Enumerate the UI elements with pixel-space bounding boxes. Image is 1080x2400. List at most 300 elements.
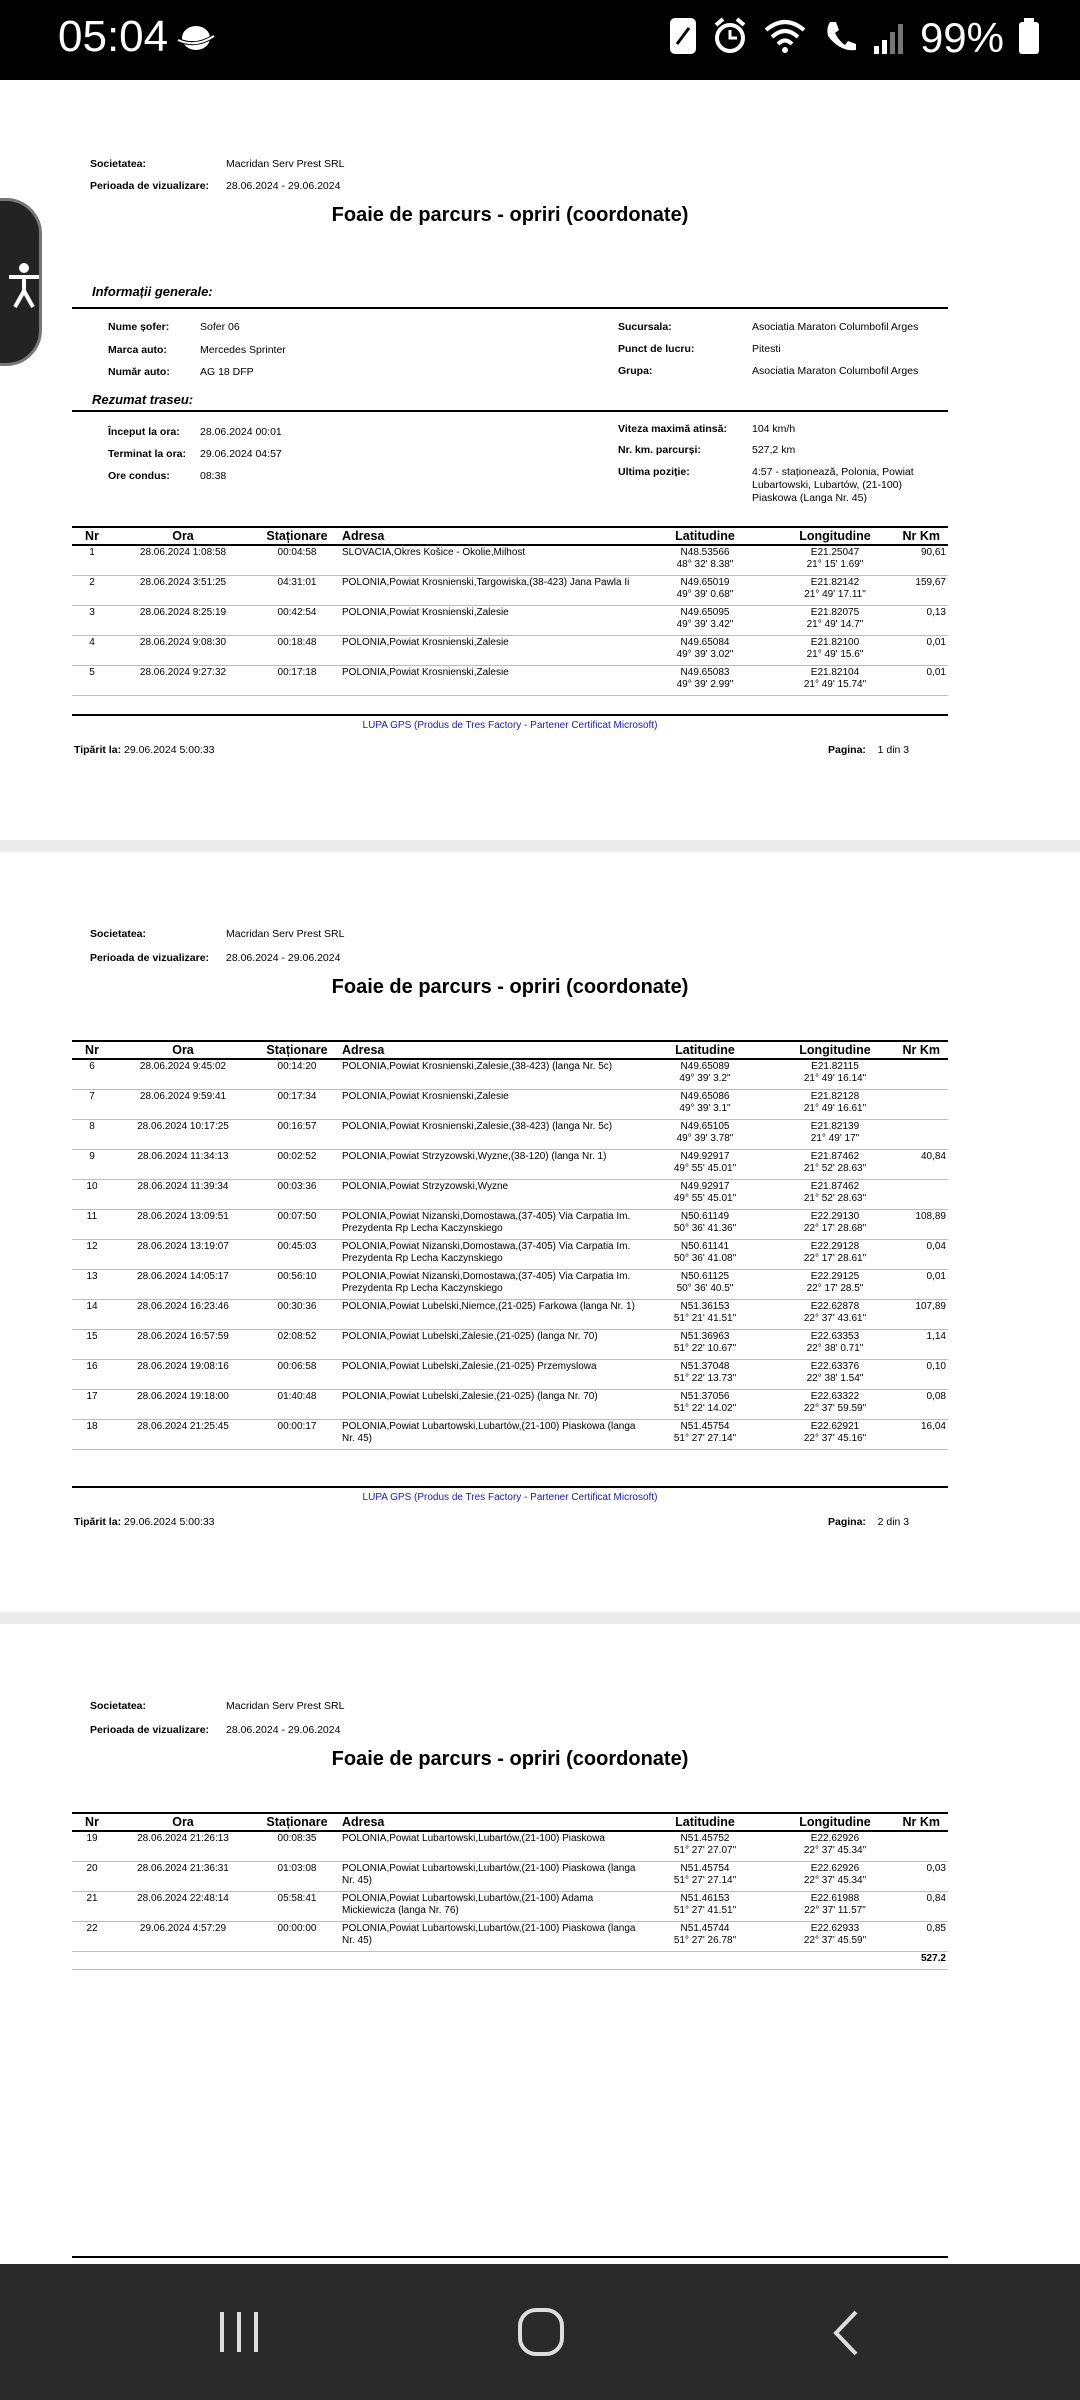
cell-ora: 28.06.2024 16:57:59 bbox=[112, 1329, 254, 1359]
cell-longitudine bbox=[770, 1119, 900, 1149]
cell-stationare: 00:16:57 bbox=[254, 1119, 340, 1149]
cell-longitudine-decimal: E22.62926 bbox=[810, 1862, 860, 1874]
cell-longitudine-decimal: E22.63322 bbox=[810, 1390, 860, 1402]
cell-ora: 28.06.2024 21:26:13 bbox=[112, 1831, 254, 1861]
cell-nr: 19 bbox=[72, 1831, 112, 1861]
cell-ora: 28.06.2024 19:08:16 bbox=[112, 1359, 254, 1389]
cell-latitudine-decimal: N51.45752 bbox=[680, 1833, 730, 1844]
cell-latitudine-dms: 49° 39' 3.02" bbox=[676, 648, 734, 660]
cell-latitudine-dms: 51° 21' 41.51" bbox=[673, 1312, 737, 1324]
cell-latitudine-decimal: N49.65019 bbox=[680, 576, 730, 588]
cell-nr: 11 bbox=[72, 1209, 112, 1239]
cell-adresa: POLONIA,Powiat Lubartowski,Lubartów,(21-100) Piaskowa bbox=[340, 1831, 640, 1861]
table-row bbox=[72, 1269, 948, 1299]
cell-longitudine bbox=[770, 1419, 900, 1449]
total-row bbox=[72, 1951, 948, 1969]
cell-longitudine-decimal: E22.63353 bbox=[810, 1330, 860, 1342]
cell-ora: 28.06.2024 16:23:46 bbox=[112, 1299, 254, 1329]
cell-longitudine bbox=[770, 1269, 900, 1299]
table-row bbox=[72, 1419, 948, 1449]
cell-km: 159,67 bbox=[900, 575, 948, 605]
table-row bbox=[72, 1359, 948, 1389]
cell-longitudine-dms: 21° 49' 15.6" bbox=[806, 648, 864, 660]
cell-stationare: 00:42:54 bbox=[254, 605, 340, 635]
cell-longitudine bbox=[770, 1239, 900, 1269]
cell-longitudine bbox=[770, 1059, 900, 1089]
cell-nr: 16 bbox=[72, 1359, 112, 1389]
cell-adresa: POLONIA,Powiat Krosnienski,Zalesie bbox=[340, 1089, 640, 1119]
stops-table-body bbox=[72, 545, 948, 695]
col-nr: Nr bbox=[72, 527, 112, 545]
drive-hours-label: Ore condus: bbox=[108, 470, 170, 482]
perioada-value: 28.06.2024 - 29.06.2024 bbox=[226, 952, 341, 964]
cell-ora: 29.06.2024 4:57:29 bbox=[112, 1921, 254, 1951]
divider bbox=[72, 1486, 948, 1488]
cell-nr: 10 bbox=[72, 1179, 112, 1209]
cell-longitudine bbox=[770, 1179, 900, 1209]
stops-table bbox=[72, 526, 948, 696]
cell-nr: 13 bbox=[72, 1269, 112, 1299]
cell-ora: 28.06.2024 9:59:41 bbox=[112, 1089, 254, 1119]
cell-latitudine-decimal: N49.65083 bbox=[680, 666, 730, 678]
cell-ora: 28.06.2024 9:27:32 bbox=[112, 665, 254, 695]
cell-stationare: 04:31:01 bbox=[254, 575, 340, 605]
col-longitudine: Longitudine bbox=[770, 1041, 900, 1059]
perioada-label: Perioada de vizualizare: bbox=[90, 180, 210, 192]
cell-nr: 9 bbox=[72, 1149, 112, 1179]
cell-stationare: 02:08:52 bbox=[254, 1329, 340, 1359]
report-page-3 bbox=[0, 1624, 1080, 2264]
cell-longitudine-dms: 22° 37' 45.16" bbox=[803, 1432, 867, 1444]
cell-nr: 14 bbox=[72, 1299, 112, 1329]
cell-km: 0,13 bbox=[900, 605, 948, 635]
cell-longitudine-dms: 22° 38' 0.71" bbox=[806, 1342, 864, 1354]
col-km: Nr Km bbox=[900, 1041, 948, 1059]
status-time: 05:04 bbox=[58, 12, 169, 61]
table-row bbox=[72, 1119, 948, 1149]
cell-ora: 28.06.2024 11:34:13 bbox=[112, 1149, 254, 1179]
cell-nr: 18 bbox=[72, 1419, 112, 1449]
col-nr: Nr bbox=[72, 1813, 112, 1831]
col-nr: Nr bbox=[72, 1041, 112, 1059]
cell-km: 0,01 bbox=[900, 665, 948, 695]
cell-ora: 28.06.2024 13:09:51 bbox=[112, 1209, 254, 1239]
cell-nr: 7 bbox=[72, 1089, 112, 1119]
cell-longitudine-dms: 21° 49' 16.61" bbox=[803, 1102, 867, 1114]
cell-longitudine-decimal: E22.29125 bbox=[810, 1270, 860, 1282]
table-row bbox=[72, 1329, 948, 1359]
cell-latitudine-dms: 51° 27' 41.51" bbox=[673, 1904, 737, 1916]
cell-nr: 17 bbox=[72, 1389, 112, 1419]
nfc-icon bbox=[668, 16, 698, 61]
cell-latitudine bbox=[640, 575, 770, 605]
cell-nr: 8 bbox=[72, 1119, 112, 1149]
cell-latitudine-decimal: N49.65089 bbox=[680, 1061, 730, 1072]
cell-ora: 28.06.2024 13:19:07 bbox=[112, 1239, 254, 1269]
cell-longitudine-decimal: E22.62933 bbox=[810, 1922, 860, 1934]
divider bbox=[72, 307, 948, 309]
cell-km: 0,04 bbox=[900, 1239, 948, 1269]
cell-latitudine bbox=[640, 545, 770, 575]
table-row bbox=[72, 545, 948, 575]
cell-ora: 28.06.2024 3:51:25 bbox=[112, 575, 254, 605]
stops-table bbox=[72, 1040, 948, 1450]
cell-longitudine bbox=[770, 575, 900, 605]
table-row bbox=[72, 1179, 948, 1209]
cell-adresa: SLOVACIA,Okres Košice - Okolie,Milhost bbox=[340, 545, 640, 575]
table-row bbox=[72, 1149, 948, 1179]
cell-nr: 22 bbox=[72, 1921, 112, 1951]
cloud-icon bbox=[176, 18, 216, 63]
cell-adresa: POLONIA,Powiat Krosnienski,Zalesie bbox=[340, 665, 640, 695]
start-value: 28.06.2024 00:01 bbox=[200, 426, 282, 438]
cell-longitudine-dms: 22° 37' 59.59" bbox=[803, 1402, 867, 1414]
lupa-gps-link[interactable]: LUPA GPS (Produs de Tres Factory - Partener Certificat Microsoft) bbox=[362, 1492, 658, 1503]
status-bar bbox=[0, 0, 1080, 80]
cell-latitudine-dms: 51° 27' 27.07" bbox=[673, 1845, 737, 1856]
cell-km: 0,03 bbox=[900, 1861, 948, 1891]
cell-longitudine-dms: 21° 49' 17" bbox=[810, 1132, 860, 1144]
cell-ora: 28.06.2024 22:48:14 bbox=[112, 1891, 254, 1921]
cell-latitudine bbox=[640, 1419, 770, 1449]
page-title: Foaie de parcurs - opriri (coordonate) bbox=[331, 204, 689, 226]
cell-longitudine-decimal: E21.82104 bbox=[810, 666, 860, 678]
table-row bbox=[72, 1239, 948, 1269]
col-latitudine: Latitudine bbox=[640, 1813, 770, 1831]
table-row bbox=[72, 1209, 948, 1239]
col-latitudine: Latitudine bbox=[640, 1041, 770, 1059]
stops-table bbox=[72, 1812, 948, 1970]
perioada-label: Perioada de vizualizare: bbox=[90, 952, 210, 964]
printed-label: Tipărit la: bbox=[74, 744, 122, 756]
cell-latitudine bbox=[640, 1299, 770, 1329]
cell-latitudine-decimal: N49.65105 bbox=[680, 1120, 730, 1132]
societatea-value: Macridan Serv Prest SRL bbox=[226, 1700, 345, 1712]
cell-latitudine-decimal: N51.37048 bbox=[680, 1360, 730, 1372]
pagina-value: 1 din 3 bbox=[877, 744, 910, 756]
cell-km: 0,10 bbox=[900, 1359, 948, 1389]
cell-km: 0,84 bbox=[900, 1891, 948, 1921]
cell-latitudine-decimal: N51.45754 bbox=[680, 1862, 730, 1874]
col-longitudine: Longitudine bbox=[770, 1813, 900, 1831]
cell-longitudine-dms: 22° 38' 1.54" bbox=[806, 1372, 864, 1384]
col-km: Nr Km bbox=[900, 527, 948, 545]
cell-stationare: 00:30:36 bbox=[254, 1299, 340, 1329]
cell-longitudine bbox=[770, 1921, 900, 1951]
cell-latitudine bbox=[640, 1209, 770, 1239]
col-ora: Ora bbox=[112, 527, 254, 545]
driver-label: Nume șofer: bbox=[108, 321, 170, 333]
cell-stationare: 01:40:48 bbox=[254, 1389, 340, 1419]
cell-longitudine-decimal: E21.82128 bbox=[810, 1090, 860, 1102]
cell-latitudine-dms: 49° 39' 0.68" bbox=[676, 588, 734, 600]
plate-label: Număr auto: bbox=[108, 366, 170, 378]
cell-adresa: POLONIA,Powiat Krosnienski,Zalesie bbox=[340, 635, 640, 665]
cell-latitudine bbox=[640, 1179, 770, 1209]
cell-longitudine bbox=[770, 1831, 900, 1861]
home-button[interactable] bbox=[516, 2306, 566, 2363]
col-adresa: Adresa bbox=[340, 1041, 640, 1059]
cell-ora: 28.06.2024 9:45:02 bbox=[112, 1059, 254, 1089]
group-value: Asociatia Maraton Columbofil Arges bbox=[752, 365, 919, 377]
workpoint-label: Punct de lucru: bbox=[618, 343, 695, 355]
cell-km bbox=[900, 1089, 948, 1119]
cell-km bbox=[900, 1179, 948, 1209]
cell-ora: 28.06.2024 19:18:00 bbox=[112, 1389, 254, 1419]
cell-latitudine-decimal: N51.45754 bbox=[680, 1420, 730, 1432]
societatea-label: Societatea: bbox=[90, 1700, 147, 1712]
societatea-label: Societatea: bbox=[90, 928, 147, 940]
cell-longitudine-decimal: E21.87462 bbox=[810, 1180, 860, 1192]
cell-km bbox=[900, 1831, 948, 1861]
cell-longitudine-dms: 21° 15' 1.69" bbox=[806, 559, 864, 570]
col-longitudine: Longitudine bbox=[770, 527, 900, 545]
cell-latitudine-decimal: N50.61125 bbox=[680, 1270, 730, 1282]
cell-longitudine-decimal: E22.62926 bbox=[810, 1833, 860, 1844]
perioada-value: 28.06.2024 - 29.06.2024 bbox=[226, 180, 341, 192]
call-icon bbox=[822, 16, 858, 61]
branch-label: Sucursala: bbox=[618, 321, 672, 333]
cell-latitudine bbox=[640, 1059, 770, 1089]
cell-latitudine-dms: 51° 22' 10.67" bbox=[673, 1342, 737, 1354]
cell-longitudine-dms: 21° 49' 14.7" bbox=[806, 618, 864, 630]
plate-value: AG 18 DFP bbox=[200, 366, 254, 378]
cell-longitudine-decimal: E22.29128 bbox=[810, 1240, 860, 1252]
cell-ora: 28.06.2024 21:36:31 bbox=[112, 1861, 254, 1891]
col-km: Nr Km bbox=[900, 1813, 948, 1831]
car-brand-value: Mercedes Sprinter bbox=[200, 344, 286, 356]
cell-latitudine-decimal: N51.46153 bbox=[680, 1892, 730, 1904]
cell-nr: 4 bbox=[72, 635, 112, 665]
wifi-calling-icon bbox=[762, 16, 808, 61]
cell-latitudine bbox=[640, 1269, 770, 1299]
cell-latitudine-decimal: N49.65095 bbox=[680, 606, 730, 618]
report-page-1 bbox=[0, 80, 1080, 840]
page-title: Foaie de parcurs - opriri (coordonate) bbox=[331, 976, 689, 998]
summary-heading: Rezumat traseu: bbox=[92, 392, 194, 407]
km-label: Nr. km. parcurși: bbox=[618, 444, 701, 456]
col-ora: Ora bbox=[112, 1041, 254, 1059]
cell-km: 0,85 bbox=[900, 1921, 948, 1951]
cell-longitudine-decimal: E21.82115 bbox=[811, 1061, 859, 1072]
cell-stationare: 00:17:34 bbox=[254, 1089, 340, 1119]
cell-latitudine-dms: 49° 39' 3.42" bbox=[676, 618, 734, 630]
cell-longitudine-dms: 21° 52' 28.63" bbox=[803, 1192, 867, 1204]
stops-table-body bbox=[72, 1059, 948, 1449]
cell-latitudine-dms: 49° 55' 45.01" bbox=[673, 1162, 737, 1174]
cell-latitudine-dms: 51° 22' 14.02" bbox=[673, 1402, 737, 1414]
stops-table-body bbox=[72, 1831, 948, 1951]
cell-latitudine bbox=[640, 1149, 770, 1179]
cell-stationare: 00:08:35 bbox=[254, 1831, 340, 1861]
general-heading: Informații generale: bbox=[92, 284, 213, 299]
cell-ora: 28.06.2024 1:08:58 bbox=[112, 545, 254, 575]
cell-latitudine-decimal: N51.36963 bbox=[680, 1330, 730, 1342]
cell-latitudine bbox=[640, 1239, 770, 1269]
cell-latitudine bbox=[640, 1389, 770, 1419]
cell-adresa: POLONIA,Powiat Krosnienski,Zalesie,(38-423) (langa Nr. 5c) bbox=[340, 1119, 640, 1149]
cell-longitudine bbox=[770, 1209, 900, 1239]
table-header-row bbox=[72, 1041, 948, 1059]
total-km: 527.2 bbox=[900, 1951, 948, 1969]
cell-longitudine-dms: 22° 17' 28.68" bbox=[803, 1222, 867, 1234]
cell-longitudine-decimal: E21.82075 bbox=[810, 606, 860, 618]
cell-longitudine-dms: 22° 17' 28.5" bbox=[806, 1282, 864, 1294]
cell-latitudine bbox=[640, 1329, 770, 1359]
cell-longitudine bbox=[770, 1891, 900, 1921]
cell-latitudine bbox=[640, 1119, 770, 1149]
cell-stationare: 00:00:00 bbox=[254, 1921, 340, 1951]
cell-latitudine-decimal: N50.61141 bbox=[680, 1240, 730, 1252]
cell-latitudine-dms: 49° 39' 2.99" bbox=[676, 678, 734, 690]
cell-adresa: POLONIA,Powiat Krosnienski,Zalesie,(38-423) (langa Nr. 5c) bbox=[340, 1059, 640, 1089]
cell-nr: 1 bbox=[72, 545, 112, 575]
cell-adresa: POLONIA,Powiat Nizanski,Domostawa,(37-405) Via Carpatia Im. Prezydenta Rp Lecha Kaczynskiego bbox=[340, 1209, 640, 1239]
cell-nr: 21 bbox=[72, 1891, 112, 1921]
cell-adresa: POLONIA,Powiat Nizanski,Domostawa,(37-405) Via Carpatia Im. Prezydenta Rp Lecha Kaczynskiego bbox=[340, 1239, 640, 1269]
table-row bbox=[72, 1089, 948, 1119]
pagina-value: 2 din 3 bbox=[877, 1516, 910, 1528]
car-brand-label: Marca auto: bbox=[108, 344, 167, 356]
cell-stationare: 00:45:03 bbox=[254, 1239, 340, 1269]
cell-latitudine bbox=[640, 1359, 770, 1389]
col-ora: Ora bbox=[112, 1813, 254, 1831]
table-row bbox=[72, 605, 948, 635]
cell-latitudine-decimal: N49.92917 bbox=[680, 1150, 730, 1162]
end-value: 29.06.2024 04:57 bbox=[200, 448, 282, 460]
cell-adresa: POLONIA,Powiat Strzyzowski,Wyzne bbox=[340, 1179, 640, 1209]
signal-icon bbox=[872, 16, 906, 61]
cell-latitudine bbox=[640, 1089, 770, 1119]
table-row bbox=[72, 1059, 948, 1089]
cell-nr: 3 bbox=[72, 605, 112, 635]
branch-value: Asociatia Maraton Columbofil Arges bbox=[752, 321, 919, 333]
cell-latitudine bbox=[640, 1891, 770, 1921]
cell-ora: 28.06.2024 21:25:45 bbox=[112, 1419, 254, 1449]
cell-stationare: 00:06:58 bbox=[254, 1359, 340, 1389]
cell-longitudine-dms: 21° 49' 17.11" bbox=[804, 588, 866, 600]
cell-latitudine bbox=[640, 1921, 770, 1951]
cell-longitudine bbox=[770, 1149, 900, 1179]
printed-value: 29.06.2024 5:00:33 bbox=[124, 1516, 215, 1528]
cell-adresa: POLONIA,Powiat Lubelski,Niemce,(21-025) Farkowa (langa Nr. 1) bbox=[340, 1299, 640, 1329]
cell-longitudine bbox=[770, 1389, 900, 1419]
printed-label: Tipărit la: bbox=[74, 1516, 122, 1528]
cell-stationare: 00:17:18 bbox=[254, 665, 340, 695]
report-page-2 bbox=[0, 852, 1080, 1612]
cell-latitudine-dms: 49° 39' 3.78" bbox=[676, 1132, 734, 1144]
col-adresa: Adresa bbox=[340, 527, 640, 545]
cell-stationare: 01:03:08 bbox=[254, 1861, 340, 1891]
cell-nr: 5 bbox=[72, 665, 112, 695]
cell-latitudine-decimal: N50.61149 bbox=[680, 1210, 730, 1222]
cell-longitudine bbox=[770, 665, 900, 695]
back-button[interactable] bbox=[826, 2308, 866, 2363]
cell-adresa: POLONIA,Powiat Lubelski,Zalesie,(21-025) Przemyslowa bbox=[340, 1359, 640, 1389]
accessibility-icon bbox=[7, 263, 41, 314]
cell-latitudine bbox=[640, 1861, 770, 1891]
recent-apps-button[interactable] bbox=[214, 2308, 264, 2361]
cell-latitudine bbox=[640, 605, 770, 635]
col-stationare: Staționare bbox=[254, 1813, 340, 1831]
cell-longitudine-dms: 22° 37' 11.57" bbox=[804, 1904, 866, 1916]
table-row bbox=[72, 1891, 948, 1921]
cell-adresa: POLONIA,Powiat Nizanski,Domostawa,(37-405) Via Carpatia Im. Prezydenta Rp Lecha Kaczynskiego bbox=[340, 1269, 640, 1299]
divider bbox=[72, 714, 948, 716]
drive-hours-value: 08:38 bbox=[200, 470, 227, 482]
cell-latitudine-dms: 51° 27' 27.14" bbox=[673, 1432, 737, 1444]
cell-latitudine-dms: 49° 39' 3.1" bbox=[679, 1102, 731, 1114]
cell-latitudine-dms: 50° 36' 41.08" bbox=[673, 1252, 737, 1264]
navigation-bar bbox=[0, 2264, 1080, 2400]
cell-km: 108,89 bbox=[900, 1209, 948, 1239]
cell-latitudine-dms: 51° 22' 13.73" bbox=[673, 1372, 737, 1384]
cell-latitudine-dms: 51° 27' 27.14" bbox=[673, 1874, 737, 1886]
lupa-gps-link[interactable]: LUPA GPS (Produs de Tres Factory - Partener Certificat Microsoft) bbox=[362, 720, 658, 731]
cell-ora: 28.06.2024 11:39:34 bbox=[112, 1179, 254, 1209]
divider bbox=[72, 2256, 948, 2258]
cell-nr: 6 bbox=[72, 1059, 112, 1089]
cell-stationare: 00:00:17 bbox=[254, 1419, 340, 1449]
table-row bbox=[72, 1299, 948, 1329]
cell-adresa: POLONIA,Powiat Lubartowski,Lubartów,(21-100) Piaskowa (langa Nr. 45) bbox=[340, 1419, 640, 1449]
cell-km bbox=[900, 1059, 948, 1089]
page-title: Foaie de parcurs - opriri (coordonate) bbox=[331, 1748, 689, 1770]
cell-latitudine-decimal: N51.36153 bbox=[680, 1300, 730, 1312]
cell-stationare: 00:07:50 bbox=[254, 1209, 340, 1239]
last-position-label: Ultima poziție: bbox=[618, 466, 690, 478]
societatea-value: Macridan Serv Prest SRL bbox=[226, 158, 345, 170]
alarm-icon bbox=[712, 16, 748, 61]
cell-stationare: 00:02:52 bbox=[254, 1149, 340, 1179]
col-latitudine: Latitudine bbox=[640, 527, 770, 545]
battery-percent: 99% bbox=[919, 14, 1004, 61]
cell-latitudine-decimal: N51.45744 bbox=[680, 1922, 730, 1934]
accessibility-button[interactable] bbox=[0, 198, 42, 366]
cell-longitudine-dms: 21° 49' 15.74" bbox=[803, 678, 867, 690]
cell-ora: 28.06.2024 9:08:30 bbox=[112, 635, 254, 665]
last-position-value: 4:57 - staționează, Polonia, Powiat Lubartowski, Lubartów, (21-100) Piaskowa (Langa Nr. 45) bbox=[752, 466, 914, 504]
table-row bbox=[72, 1389, 948, 1419]
cell-stationare: 00:03:36 bbox=[254, 1179, 340, 1209]
cell-latitudine-decimal: N49.65086 bbox=[680, 1090, 730, 1102]
cell-longitudine-dms: 22° 37' 45.59" bbox=[803, 1934, 867, 1946]
battery-icon bbox=[1018, 16, 1040, 61]
societatea-value: Macridan Serv Prest SRL bbox=[226, 928, 345, 940]
cell-adresa: POLONIA,Powiat Strzyzowski,Wyzne,(38-120) (langa Nr. 1) bbox=[340, 1149, 640, 1179]
cell-nr: 2 bbox=[72, 575, 112, 605]
divider bbox=[72, 410, 948, 412]
cell-ora: 28.06.2024 8:25:19 bbox=[112, 605, 254, 635]
cell-nr: 20 bbox=[72, 1861, 112, 1891]
max-speed-value: 104 km/h bbox=[752, 423, 796, 435]
cell-longitudine-decimal: E22.63376 bbox=[810, 1360, 860, 1372]
cell-km: 1,14 bbox=[900, 1329, 948, 1359]
cell-longitudine-dms: 21° 52' 28.63" bbox=[803, 1162, 867, 1174]
max-speed-label: Viteza maximă atinsă: bbox=[618, 423, 727, 435]
cell-ora: 28.06.2024 10:17:25 bbox=[112, 1119, 254, 1149]
cell-adresa: POLONIA,Powiat Lubelski,Zalesie,(21-025) (langa Nr. 70) bbox=[340, 1389, 640, 1419]
cell-longitudine bbox=[770, 1089, 900, 1119]
cell-longitudine-decimal: E22.62878 bbox=[810, 1300, 860, 1312]
cell-longitudine-decimal: E21.82139 bbox=[810, 1120, 860, 1132]
cell-latitudine-dms: 50° 36' 40.5" bbox=[676, 1282, 734, 1294]
cell-km: 0,01 bbox=[900, 1269, 948, 1299]
cell-km: 0,01 bbox=[900, 635, 948, 665]
cell-latitudine bbox=[640, 1831, 770, 1861]
cell-latitudine-decimal: N49.92917 bbox=[680, 1180, 730, 1192]
cell-stationare: 05:58:41 bbox=[254, 1891, 340, 1921]
